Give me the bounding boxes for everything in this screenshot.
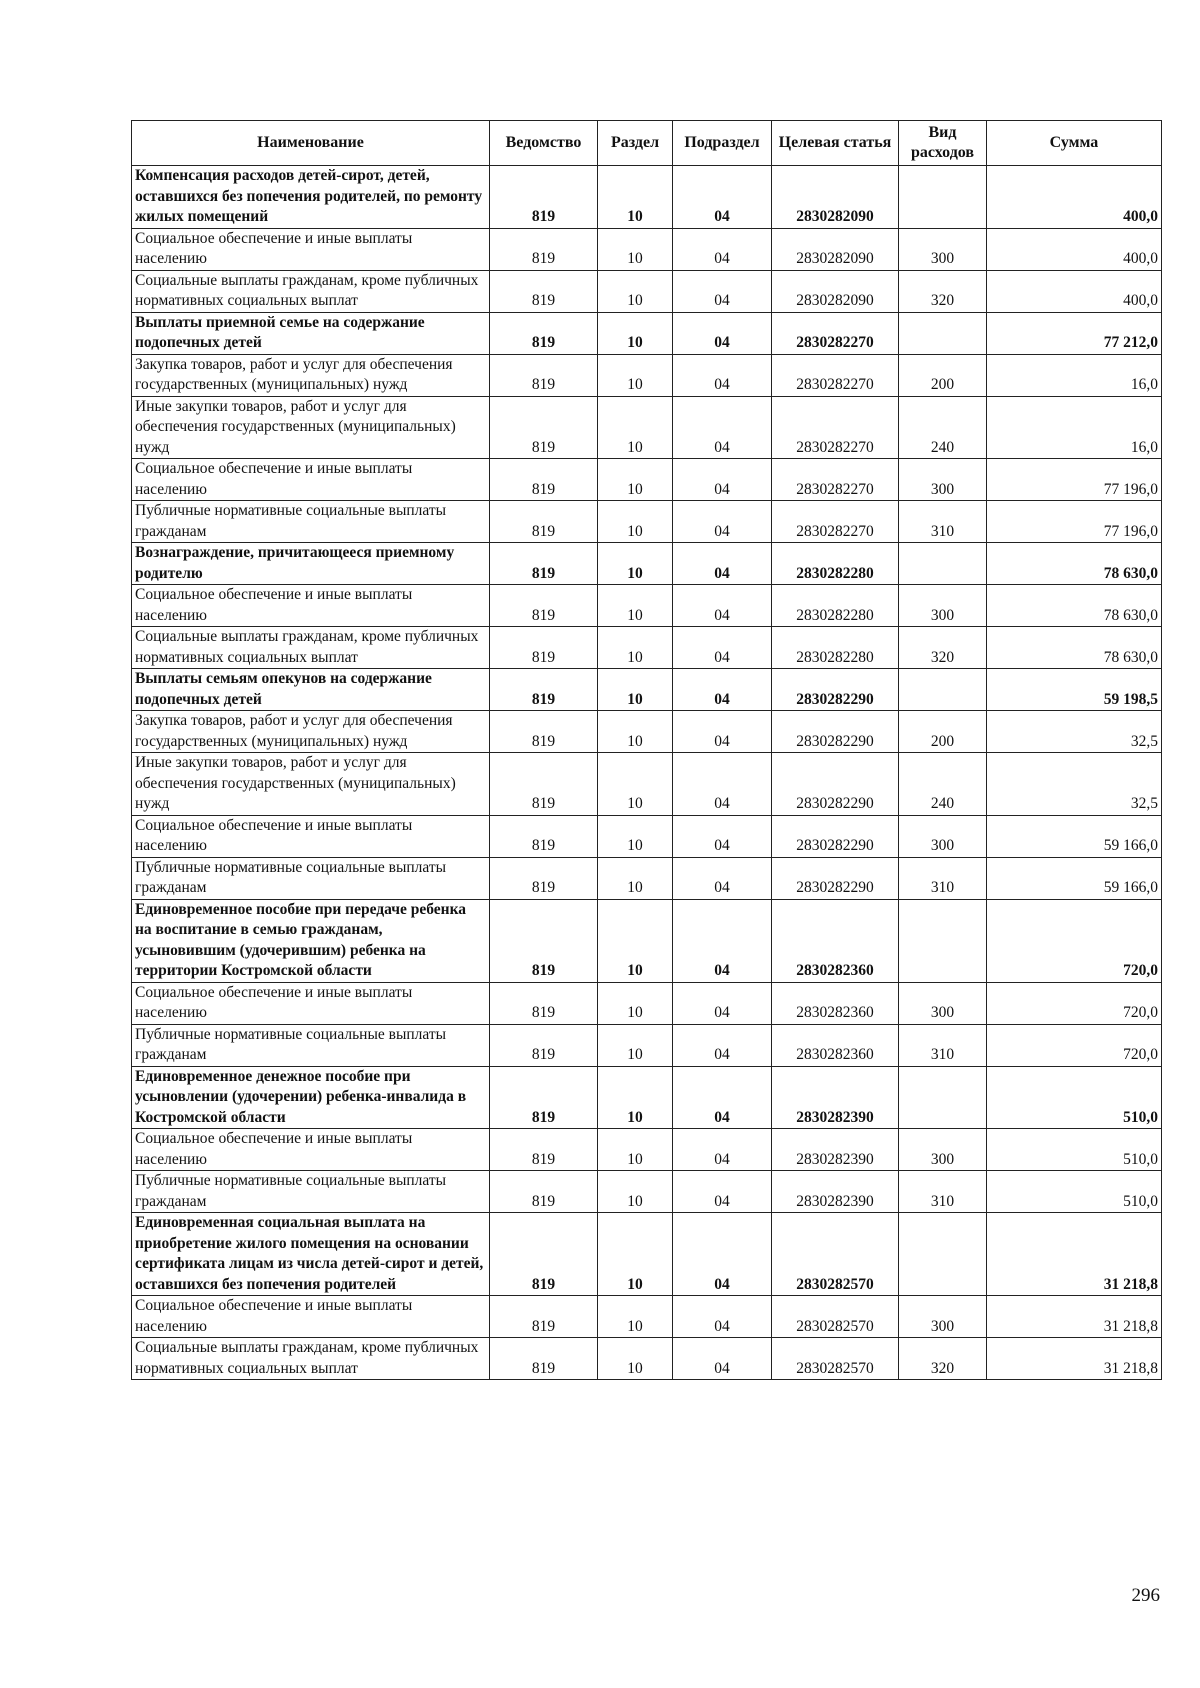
cell-podrazdel: 04 (673, 815, 772, 857)
cell-vedomstvo: 819 (490, 585, 598, 627)
header-sum: Сумма (987, 121, 1162, 166)
cell-sum: 77 196,0 (987, 459, 1162, 501)
table-row (132, 585, 1162, 627)
header-podrazdel: Подраздел (673, 121, 772, 166)
cell-target-article: 2830282390 (772, 1171, 899, 1213)
cell-razdel: 10 (598, 753, 673, 816)
cell-podrazdel: 04 (673, 627, 772, 669)
cell-target-article: 2830282270 (772, 354, 899, 396)
cell-name: Иные закупки товаров, работ и услуг для обеспечения государственных (муниципальных) нужд (132, 396, 490, 459)
cell-podrazdel: 04 (673, 501, 772, 543)
cell-sum: 78 630,0 (987, 543, 1162, 585)
cell-razdel: 10 (598, 396, 673, 459)
cell-expense-type (899, 899, 987, 982)
cell-target-article: 2830282090 (772, 270, 899, 312)
cell-podrazdel: 04 (673, 354, 772, 396)
budget-table (131, 120, 1162, 1380)
cell-vedomstvo: 819 (490, 228, 598, 270)
cell-target-article: 2830282570 (772, 1213, 899, 1296)
cell-expense-type (899, 1213, 987, 1296)
table-row (132, 501, 1162, 543)
cell-name: Публичные нормативные социальные выплаты гражданам (132, 1171, 490, 1213)
cell-expense-type: 310 (899, 1024, 987, 1066)
cell-target-article: 2830282390 (772, 1129, 899, 1171)
cell-name: Социальное обеспечение и иные выплаты населению (132, 1296, 490, 1338)
cell-podrazdel: 04 (673, 711, 772, 753)
cell-vedomstvo: 819 (490, 459, 598, 501)
table-header (132, 121, 1162, 166)
cell-sum: 720,0 (987, 982, 1162, 1024)
table-row (132, 815, 1162, 857)
cell-podrazdel: 04 (673, 543, 772, 585)
cell-sum: 32,5 (987, 711, 1162, 753)
header-vedomstvo: Ведомство (490, 121, 598, 166)
cell-target-article: 2830282290 (772, 711, 899, 753)
table-row (132, 753, 1162, 816)
cell-podrazdel: 04 (673, 1171, 772, 1213)
cell-sum: 510,0 (987, 1171, 1162, 1213)
cell-vedomstvo: 819 (490, 899, 598, 982)
cell-expense-type (899, 669, 987, 711)
cell-razdel: 10 (598, 585, 673, 627)
cell-target-article: 2830282570 (772, 1338, 899, 1380)
cell-expense-type: 200 (899, 354, 987, 396)
cell-target-article: 2830282570 (772, 1296, 899, 1338)
table-row (132, 857, 1162, 899)
cell-name: Социальное обеспечение и иные выплаты населению (132, 1129, 490, 1171)
cell-razdel: 10 (598, 1338, 673, 1380)
table-row-section (132, 543, 1162, 585)
cell-podrazdel: 04 (673, 270, 772, 312)
cell-podrazdel: 04 (673, 1066, 772, 1129)
cell-name: Выплаты приемной семье на содержание подопечных детей (132, 312, 490, 354)
cell-target-article: 2830282270 (772, 459, 899, 501)
cell-podrazdel: 04 (673, 166, 772, 229)
cell-sum: 400,0 (987, 270, 1162, 312)
cell-target-article: 2830282280 (772, 585, 899, 627)
cell-razdel: 10 (598, 166, 673, 229)
cell-podrazdel: 04 (673, 585, 772, 627)
header-razdel: Раздел (598, 121, 673, 166)
cell-razdel: 10 (598, 1296, 673, 1338)
table-row (132, 228, 1162, 270)
cell-razdel: 10 (598, 312, 673, 354)
cell-podrazdel: 04 (673, 459, 772, 501)
cell-vedomstvo: 819 (490, 857, 598, 899)
cell-sum: 77 196,0 (987, 501, 1162, 543)
cell-name: Публичные нормативные социальные выплаты гражданам (132, 1024, 490, 1066)
cell-vedomstvo: 819 (490, 753, 598, 816)
header-expense-type: Вид расходов (899, 121, 987, 166)
table-row-section (132, 166, 1162, 229)
table-row-section (132, 1213, 1162, 1296)
cell-name: Социальное обеспечение и иные выплаты населению (132, 585, 490, 627)
cell-expense-type (899, 1066, 987, 1129)
cell-target-article: 2830282270 (772, 501, 899, 543)
table-row-section (132, 1066, 1162, 1129)
cell-name: Компенсация расходов детей-сирот, детей, оставшихся без попечения родителей, по ремонту жилых помещений (132, 166, 490, 229)
cell-sum: 31 218,8 (987, 1213, 1162, 1296)
cell-name: Закупка товаров, работ и услуг для обеспечения государственных (муниципальных) нужд (132, 711, 490, 753)
cell-target-article: 2830282090 (772, 228, 899, 270)
cell-sum: 16,0 (987, 354, 1162, 396)
cell-vedomstvo: 819 (490, 669, 598, 711)
cell-name: Единовременная социальная выплата на приобретение жилого помещения на основании сертификата лицам из числа детей-сирот и детей, оставшихся без попечения родителей (132, 1213, 490, 1296)
cell-target-article: 2830282360 (772, 982, 899, 1024)
cell-podrazdel: 04 (673, 982, 772, 1024)
cell-vedomstvo: 819 (490, 1066, 598, 1129)
cell-razdel: 10 (598, 1171, 673, 1213)
cell-podrazdel: 04 (673, 1024, 772, 1066)
cell-vedomstvo: 819 (490, 1213, 598, 1296)
cell-name: Публичные нормативные социальные выплаты гражданам (132, 857, 490, 899)
cell-sum: 78 630,0 (987, 627, 1162, 669)
cell-expense-type: 310 (899, 501, 987, 543)
cell-sum: 31 218,8 (987, 1296, 1162, 1338)
cell-expense-type: 240 (899, 753, 987, 816)
cell-vedomstvo: 819 (490, 627, 598, 669)
page-number: 296 (1131, 1585, 1160, 1606)
cell-expense-type: 300 (899, 228, 987, 270)
cell-podrazdel: 04 (673, 1338, 772, 1380)
cell-sum: 400,0 (987, 166, 1162, 229)
cell-podrazdel: 04 (673, 396, 772, 459)
cell-podrazdel: 04 (673, 899, 772, 982)
cell-name: Единовременное пособие при передаче ребенка на воспитание в семью гражданам, усыновившим (удочерившим) ребенка на территории Костромской области (132, 899, 490, 982)
table-row (132, 711, 1162, 753)
cell-razdel: 10 (598, 543, 673, 585)
cell-vedomstvo: 819 (490, 982, 598, 1024)
cell-sum: 16,0 (987, 396, 1162, 459)
cell-razdel: 10 (598, 982, 673, 1024)
cell-name: Социальные выплаты гражданам, кроме публичных нормативных социальных выплат (132, 627, 490, 669)
cell-expense-type: 310 (899, 857, 987, 899)
table-row-section (132, 899, 1162, 982)
header-target-article: Целевая статья (772, 121, 899, 166)
cell-razdel: 10 (598, 1066, 673, 1129)
cell-vedomstvo: 819 (490, 501, 598, 543)
cell-vedomstvo: 819 (490, 1129, 598, 1171)
cell-expense-type (899, 312, 987, 354)
cell-expense-type: 300 (899, 1296, 987, 1338)
cell-expense-type: 300 (899, 982, 987, 1024)
cell-sum: 720,0 (987, 899, 1162, 982)
cell-podrazdel: 04 (673, 1296, 772, 1338)
cell-razdel: 10 (598, 1024, 673, 1066)
cell-sum: 720,0 (987, 1024, 1162, 1066)
header-row (132, 121, 1162, 166)
cell-name: Социальное обеспечение и иные выплаты населению (132, 982, 490, 1024)
cell-expense-type: 320 (899, 1338, 987, 1380)
cell-expense-type: 300 (899, 1129, 987, 1171)
table-row (132, 1171, 1162, 1213)
cell-podrazdel: 04 (673, 1213, 772, 1296)
cell-sum: 510,0 (987, 1129, 1162, 1171)
cell-target-article: 2830282290 (772, 753, 899, 816)
cell-expense-type (899, 543, 987, 585)
cell-target-article: 2830282290 (772, 815, 899, 857)
cell-sum: 510,0 (987, 1066, 1162, 1129)
cell-razdel: 10 (598, 711, 673, 753)
cell-target-article: 2830282360 (772, 899, 899, 982)
cell-target-article: 2830282270 (772, 312, 899, 354)
cell-vedomstvo: 819 (490, 166, 598, 229)
cell-podrazdel: 04 (673, 857, 772, 899)
cell-vedomstvo: 819 (490, 1171, 598, 1213)
cell-name: Закупка товаров, работ и услуг для обеспечения государственных (муниципальных) нужд (132, 354, 490, 396)
cell-target-article: 2830282280 (772, 627, 899, 669)
cell-vedomstvo: 819 (490, 1024, 598, 1066)
cell-name: Социальные выплаты гражданам, кроме публичных нормативных социальных выплат (132, 270, 490, 312)
cell-vedomstvo: 819 (490, 270, 598, 312)
cell-razdel: 10 (598, 627, 673, 669)
table-row (132, 354, 1162, 396)
cell-sum: 400,0 (987, 228, 1162, 270)
cell-sum: 31 218,8 (987, 1338, 1162, 1380)
cell-expense-type: 200 (899, 711, 987, 753)
table-row (132, 1338, 1162, 1380)
cell-razdel: 10 (598, 669, 673, 711)
cell-expense-type: 320 (899, 270, 987, 312)
cell-podrazdel: 04 (673, 312, 772, 354)
cell-razdel: 10 (598, 1129, 673, 1171)
cell-expense-type: 300 (899, 585, 987, 627)
cell-razdel: 10 (598, 354, 673, 396)
cell-expense-type: 320 (899, 627, 987, 669)
cell-vedomstvo: 819 (490, 543, 598, 585)
cell-target-article: 2830282280 (772, 543, 899, 585)
cell-expense-type (899, 166, 987, 229)
cell-podrazdel: 04 (673, 669, 772, 711)
cell-expense-type: 240 (899, 396, 987, 459)
cell-vedomstvo: 819 (490, 312, 598, 354)
table-row (132, 270, 1162, 312)
cell-target-article: 2830282090 (772, 166, 899, 229)
cell-sum: 32,5 (987, 753, 1162, 816)
cell-name: Выплаты семьям опекунов на содержание подопечных детей (132, 669, 490, 711)
cell-sum: 78 630,0 (987, 585, 1162, 627)
cell-sum: 59 166,0 (987, 857, 1162, 899)
cell-razdel: 10 (598, 857, 673, 899)
cell-target-article: 2830282390 (772, 1066, 899, 1129)
cell-name: Социальное обеспечение и иные выплаты населению (132, 228, 490, 270)
cell-vedomstvo: 819 (490, 1296, 598, 1338)
cell-vedomstvo: 819 (490, 711, 598, 753)
cell-sum: 59 198,5 (987, 669, 1162, 711)
table-row (132, 396, 1162, 459)
cell-expense-type: 300 (899, 459, 987, 501)
table-row (132, 982, 1162, 1024)
table-row (132, 1024, 1162, 1066)
cell-name: Социальное обеспечение и иные выплаты населению (132, 459, 490, 501)
cell-target-article: 2830282290 (772, 857, 899, 899)
cell-sum: 59 166,0 (987, 815, 1162, 857)
cell-target-article: 2830282360 (772, 1024, 899, 1066)
cell-podrazdel: 04 (673, 753, 772, 816)
table-row (132, 1129, 1162, 1171)
cell-razdel: 10 (598, 899, 673, 982)
table-row (132, 459, 1162, 501)
cell-target-article: 2830282290 (772, 669, 899, 711)
table-row-section (132, 312, 1162, 354)
cell-name: Иные закупки товаров, работ и услуг для обеспечения государственных (муниципальных) нужд (132, 753, 490, 816)
cell-razdel: 10 (598, 459, 673, 501)
cell-razdel: 10 (598, 815, 673, 857)
cell-razdel: 10 (598, 270, 673, 312)
cell-podrazdel: 04 (673, 228, 772, 270)
cell-name: Единовременное денежное пособие при усыновлении (удочерении) ребенка-инвалида в Костромской области (132, 1066, 490, 1129)
cell-expense-type: 300 (899, 815, 987, 857)
cell-name: Публичные нормативные социальные выплаты гражданам (132, 501, 490, 543)
cell-target-article: 2830282270 (772, 396, 899, 459)
cell-razdel: 10 (598, 1213, 673, 1296)
table-row-section (132, 669, 1162, 711)
cell-podrazdel: 04 (673, 1129, 772, 1171)
cell-razdel: 10 (598, 228, 673, 270)
table-row (132, 627, 1162, 669)
header-name: Наименование (132, 121, 490, 166)
cell-name: Социальные выплаты гражданам, кроме публичных нормативных социальных выплат (132, 1338, 490, 1380)
cell-expense-type: 310 (899, 1171, 987, 1213)
cell-vedomstvo: 819 (490, 1338, 598, 1380)
cell-vedomstvo: 819 (490, 815, 598, 857)
cell-vedomstvo: 819 (490, 396, 598, 459)
table-body (132, 166, 1162, 1380)
cell-sum: 77 212,0 (987, 312, 1162, 354)
cell-razdel: 10 (598, 501, 673, 543)
cell-vedomstvo: 819 (490, 354, 598, 396)
table-row (132, 1296, 1162, 1338)
cell-name: Вознаграждение, причитающееся приемному родителю (132, 543, 490, 585)
cell-name: Социальное обеспечение и иные выплаты населению (132, 815, 490, 857)
